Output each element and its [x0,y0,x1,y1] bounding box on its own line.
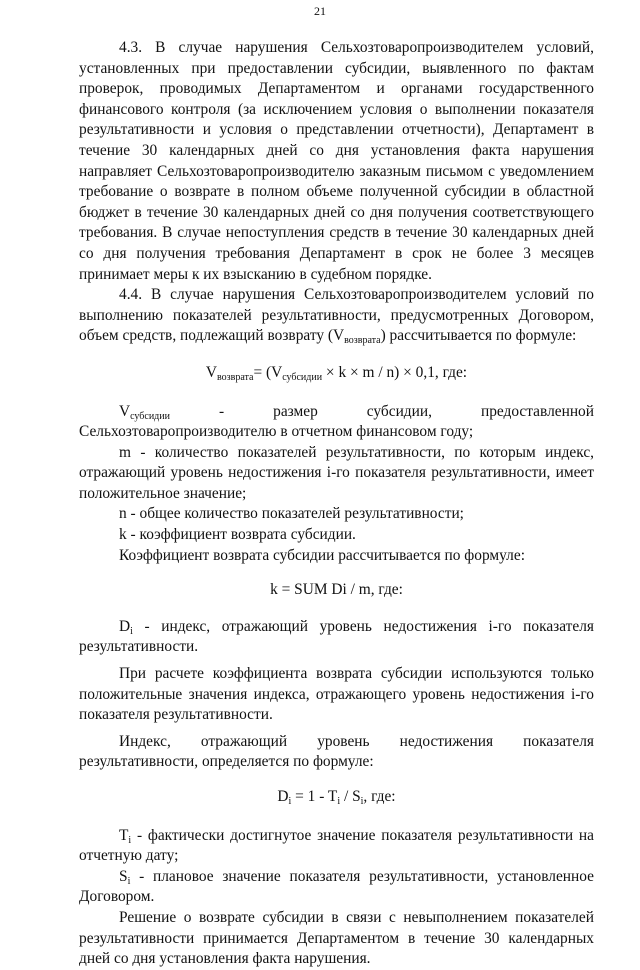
paragraph-4-4-text: 4.4. В случае нарушения Сельхозтоваропроизводителем условий по выполнению показателей результативности, предусмотренных Договором, объем средств, подлежащий возврату (V [79,286,594,345]
paragraph-decision: Решение о возврате субсидии в связи с невыполнением показателей результативности принимается Департаментом в течение 30 календарных дней со дня установления факта нарушения. [79,908,594,968]
formula-rest: × k × m / n) × 0,1, где: [322,363,468,381]
formula-v-return [79,363,594,384]
def-d-subscript: i [130,625,133,637]
formula-di [79,787,594,808]
definition-v-subsidy [79,402,594,443]
definition-ti [79,826,594,867]
paragraph-index: Индекс, отражающий уровень недостижения показателя результативности, определяется по формуле: [79,732,594,771]
document-body [79,38,594,970]
def-s-text: - плановое значение показателя результативности, установленное Договором. [79,867,594,906]
formula-k: k = SUM Di / m, где: [270,581,403,599]
formula3-d-subscript: i [288,796,292,807]
def-v-text: - размер субсидии, предоставленной Сельхозтоваропроизводителю в отчетном финансовом году; [79,402,594,441]
def-s-symbol: S [119,867,128,885]
formula-v-subscript: возврата [217,371,254,383]
def-v-symbol: V [119,402,131,420]
formula3-d: D [277,788,289,805]
paragraph-4-4-tail: ) рассчитывается по формуле: [380,327,577,345]
formula-subsidy-subscript: субсидии [282,371,323,383]
def-t-subscript: i [128,834,132,846]
definition-m: m - количество показателей результативности, по которым индекс, отражающий уровень недостижения i-го показателя результативности, имеет положительное значение; [79,443,594,502]
def-s-subscript: i [127,875,131,887]
paragraph-4-4 [79,285,594,347]
page-number: 21 [314,4,326,18]
formula3-t-subscript: i [337,796,341,807]
definition-k: k - коэффициент возврата субсидии. [119,526,356,544]
formula3-mid: = 1 - T [291,788,338,805]
def-v-subscript: субсидии [130,410,170,422]
formula3-slash: / S [340,788,361,805]
def-d-symbol: D [119,617,131,635]
def-t-symbol: T [119,826,129,844]
formula-v-symbol: V [205,363,218,381]
paragraph-positive-values: При расчете коэффициента возврата субсидии используются только положительные значения индекса, отражающего уровень недостижения i-го показателя результативности. [79,665,594,724]
formula3-end: , где: [363,788,396,805]
formula-equals: = (V [253,363,283,381]
def-d-text: - индекс, отражающий уровень недостижения i-го показателя результативности. [79,617,594,656]
definition-di [79,617,594,658]
paragraph-4-3: 4.3. В случае нарушения Сельхозтоваропроизводителем условий, установленных при предоставлении субсидии, выявленного по фактам проверок, проводимых Департаментом и органами государственного финансового контроля (за исключением условия о выполнении показателя результативности и условия о представлении отчетности), Департамент в течение 30 календарных дней со дня установления факта нарушения направляет Сельхозтоваропроизводителю заказным письмом с уведомлением требование о возврате в полном объеме полученной субсидии в областной бюджет в течение 30 календарных дней со дня получения соответствующего требования. В случае непоступления средств в течение 30 календарных дней со дня получения требования Департамент в срок не более 3 месяцев принимает меры к их взысканию в судебном порядке. [79,39,594,283]
formula3-s-subscript: i [360,796,364,807]
v-return-subscript: возврата [344,335,381,347]
definition-si [79,867,594,908]
k-intro: Коэффициент возврата субсидии рассчитывается по формуле: [119,546,525,564]
definition-n: n - общее количество показателей результативности; [119,505,464,523]
def-t-text: - фактически достигнутое значение показателя результативности на отчетную дату; [79,826,594,865]
